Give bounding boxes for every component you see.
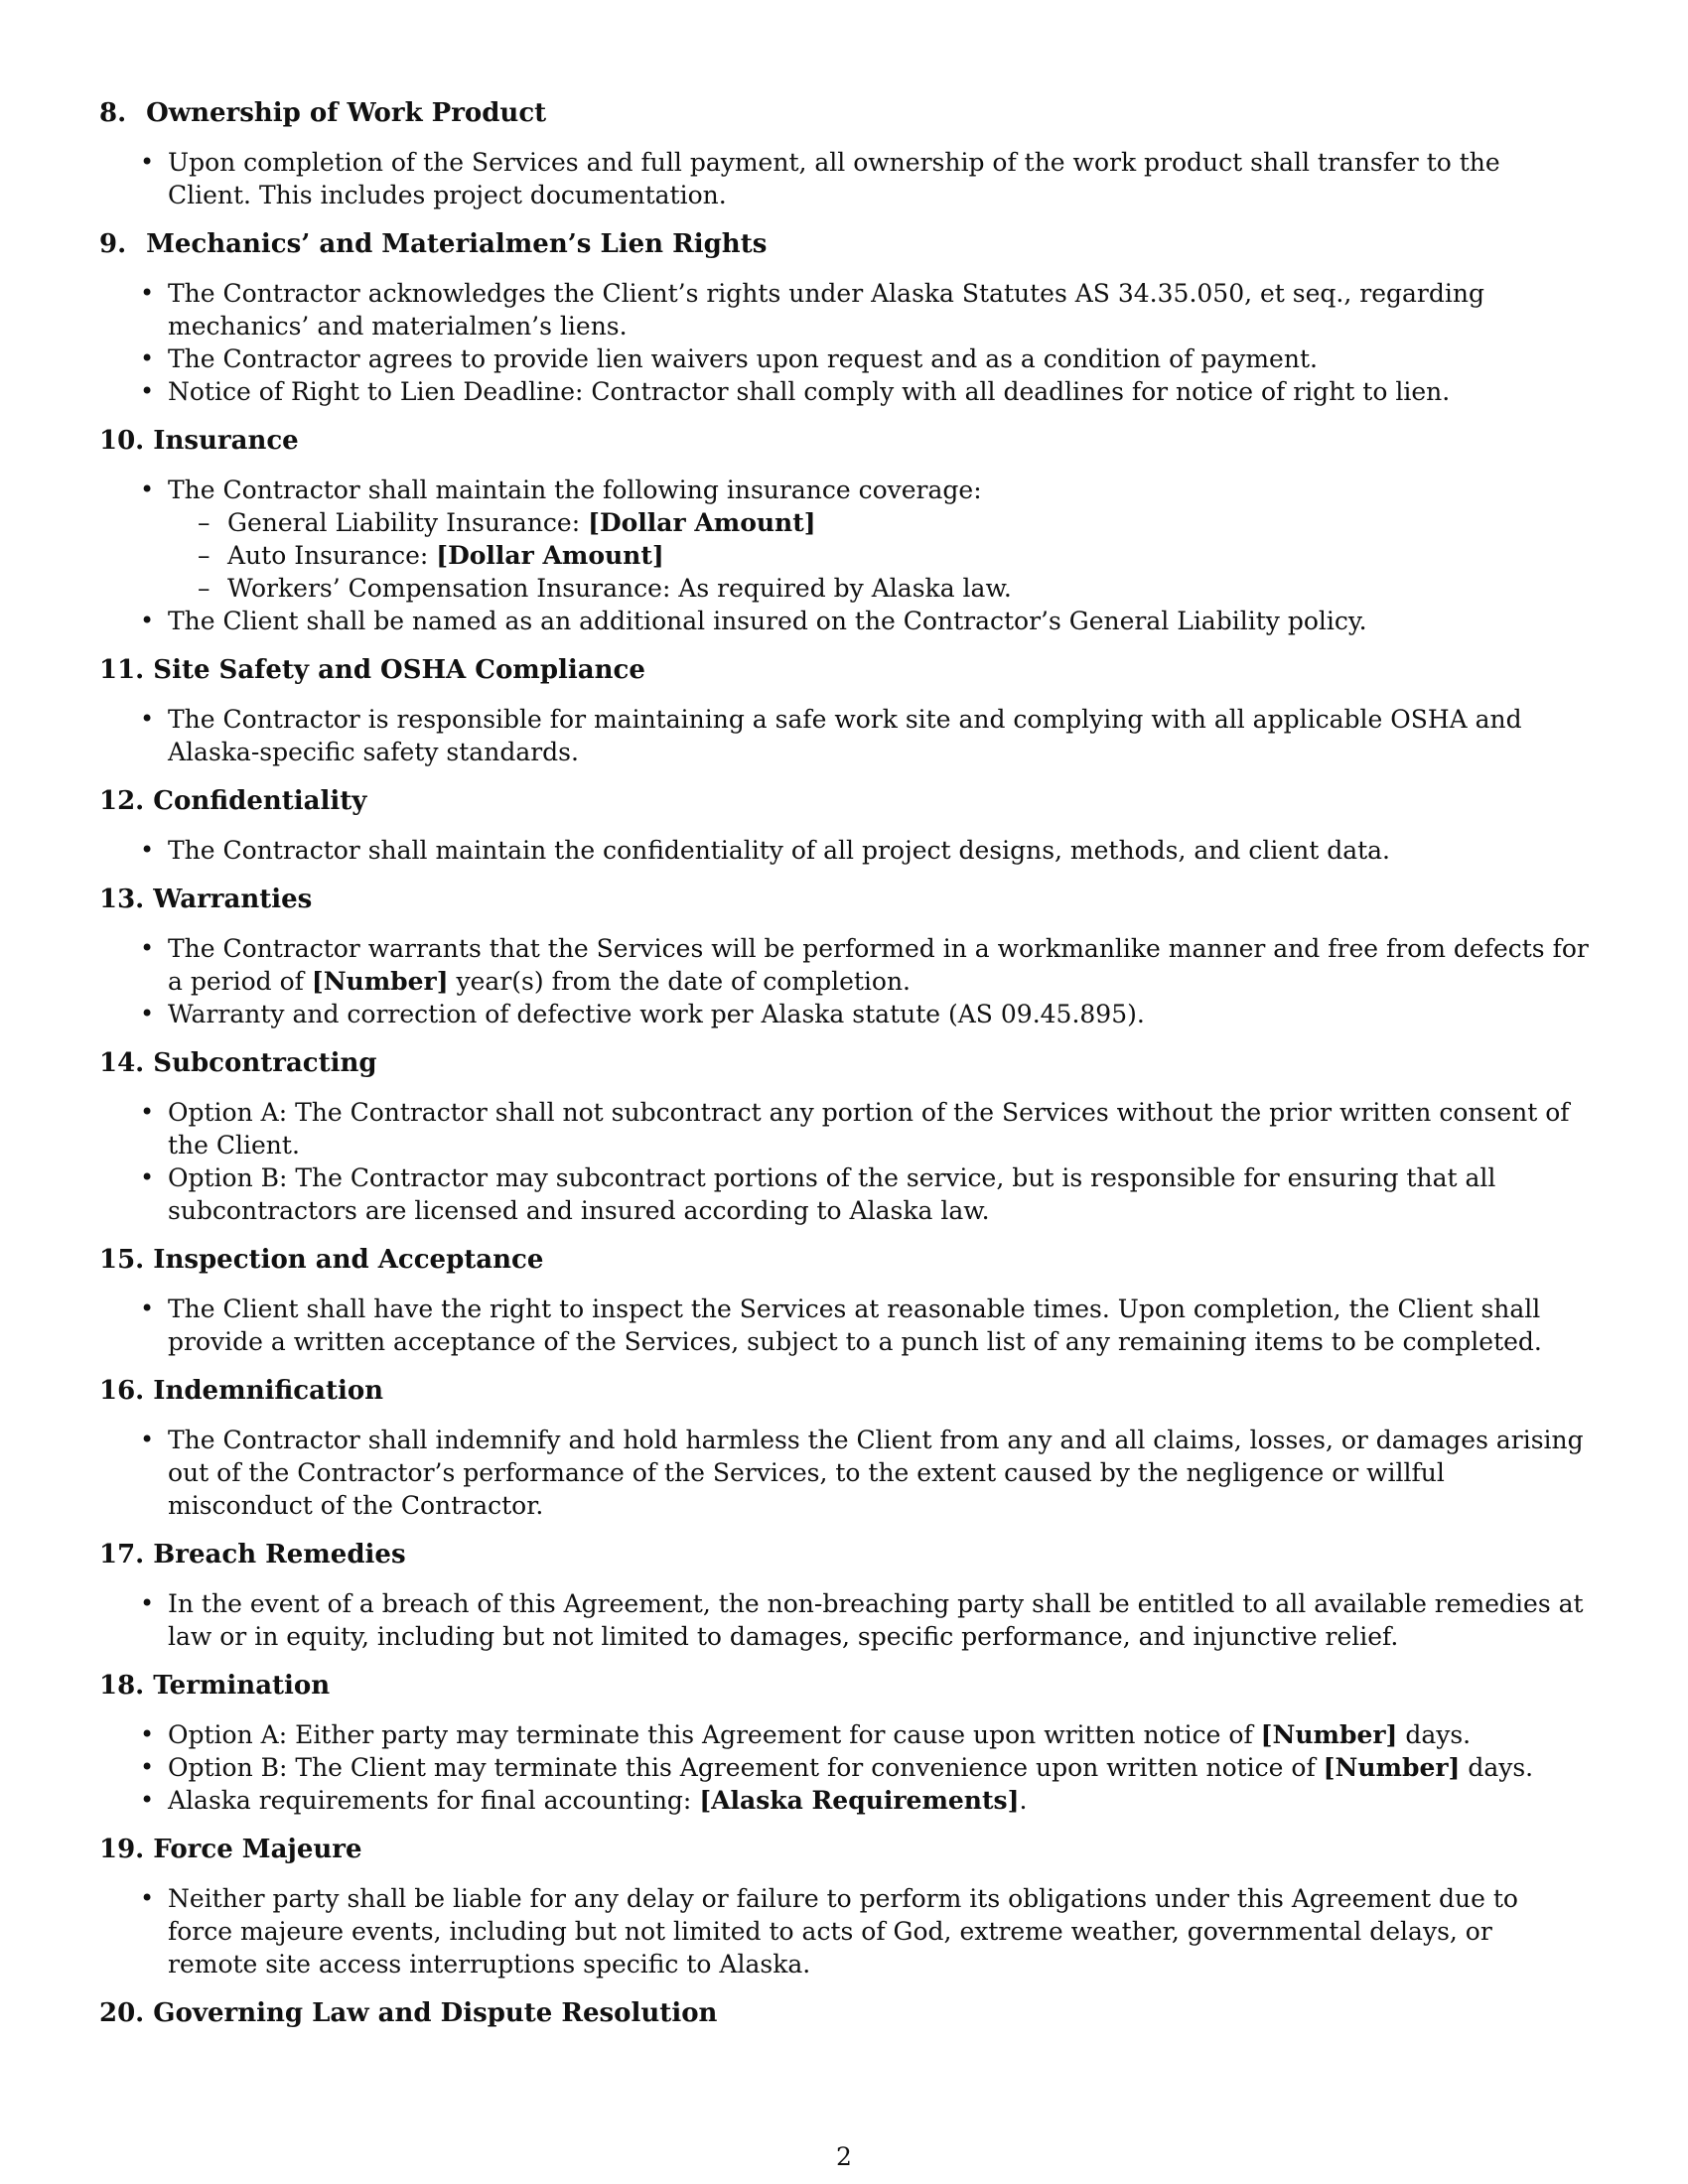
section-inspection — [99, 1244, 1589, 1358]
text-segment: year(s) from the date of completion. — [448, 967, 912, 996]
section-number: 13. — [99, 885, 145, 914]
section-ownership — [99, 97, 1589, 211]
bullet-list — [99, 146, 1589, 211]
section-title: Termination — [153, 1671, 331, 1701]
section-subcontracting — [99, 1047, 1589, 1227]
text-segment: Option A: Either party may terminate this Agreement for cause upon written notice of — [168, 1720, 1261, 1749]
list-item — [168, 474, 1589, 605]
bullet-list — [99, 1587, 1589, 1653]
coverage-label: Auto Insurance: — [227, 541, 437, 570]
text-segment: days. — [1460, 1753, 1534, 1782]
section-title: Site Safety and OSHA Compliance — [153, 655, 645, 685]
section-heading — [99, 654, 1589, 687]
coverage-item — [227, 539, 1589, 572]
section-title: Governing Law and Dispute Resolution — [153, 1998, 718, 2028]
coverage-label: Workers’ Compensation Insurance: As required by Alaska law. — [227, 574, 1012, 603]
section-indemnification — [99, 1375, 1589, 1522]
section-insurance — [99, 425, 1589, 637]
section-governing-law — [99, 1997, 1589, 2030]
text-segment: . — [1019, 1786, 1028, 1815]
list-item — [168, 1718, 1589, 1751]
section-warranties — [99, 884, 1589, 1030]
section-heading — [99, 1375, 1589, 1408]
insurance-intro: The Contractor shall maintain the following insurance coverage: — [168, 476, 982, 504]
placeholder-text: [Alaska Requirements] — [699, 1786, 1020, 1815]
list-item: • Option A: The Contractor shall not subcontract any portion of the Services without the prior written consent of the Client. — [168, 1096, 1589, 1161]
section-title: Subcontracting — [153, 1048, 377, 1078]
section-site-safety — [99, 654, 1589, 768]
section-number: 20. — [99, 1998, 145, 2028]
section-breach-remedies — [99, 1539, 1589, 1653]
section-number: 12. — [99, 786, 145, 816]
section-title: Breach Remedies — [153, 1540, 406, 1570]
section-title: Warranties — [153, 885, 313, 914]
document-body — [99, 97, 1589, 2047]
section-number: 17. — [99, 1540, 145, 1570]
bullet-list — [99, 277, 1589, 408]
placeholder-text: [Number] — [1260, 1720, 1398, 1749]
text-segment: Option B: The Client may terminate this Agreement for convenience upon written notice of — [168, 1753, 1324, 1782]
section-heading — [99, 1670, 1589, 1703]
bullet-list — [99, 834, 1589, 867]
list-item: • Upon completion of the Services and full payment, all ownership of the work product shall transfer to the Client. This includes project documentation. — [168, 146, 1589, 211]
section-number: 18. — [99, 1671, 145, 1701]
list-item: • Warranty and correction of defective work per Alaska statute (AS 09.45.895). — [168, 998, 1589, 1030]
section-heading — [99, 1539, 1589, 1571]
section-number: 10. — [99, 426, 145, 456]
section-number: 19. — [99, 1835, 145, 1864]
list-item: • Notice of Right to Lien Deadline: Contractor shall comply with all deadlines for notice of right to lien. — [168, 375, 1589, 408]
list-item: • In the event of a breach of this Agreement, the non-breaching party shall be entitled to all available remedies at law or in equity, including but not limited to damages, specific performance, and injunctive relief. — [168, 1587, 1589, 1653]
list-item: • Neither party shall be liable for any delay or failure to perform its obligations under this Agreement due to force majeure events, including but not limited to acts of God, extreme weather, governmental delays, or remote site access interruptions specific to Alaska. — [168, 1882, 1589, 1980]
placeholder-text: [Number] — [311, 967, 449, 996]
coverage-list — [168, 506, 1589, 605]
bullet-list — [99, 1882, 1589, 1980]
section-number: 9. — [99, 229, 127, 259]
section-heading — [99, 1997, 1589, 2030]
list-item: • The Contractor shall indemnify and hold harmless the Client from any and all claims, losses, or damages arising out of the Contractor’s performance of the Services, to the extent caused by the negligence or willful misconduct of the Contractor. — [168, 1424, 1589, 1522]
section-heading — [99, 1244, 1589, 1277]
section-title: Force Majeure — [153, 1835, 362, 1864]
text-segment: days. — [1397, 1720, 1472, 1749]
section-title: Inspection and Acceptance — [153, 1245, 544, 1275]
bullet-list — [99, 474, 1589, 637]
bullet-list — [99, 1718, 1589, 1817]
placeholder-text: [Number] — [1323, 1753, 1461, 1782]
list-item: • The Contractor is responsible for maintaining a safe work site and complying with all applicable OSHA and Alaska-specific safety standards. — [168, 703, 1589, 768]
section-force-majeure — [99, 1834, 1589, 1980]
section-title: Confidentiality — [153, 786, 367, 816]
section-lien-rights — [99, 228, 1589, 408]
section-heading — [99, 97, 1589, 130]
section-heading — [99, 1047, 1589, 1080]
section-number: 8. — [99, 98, 127, 128]
bullet-list — [99, 1293, 1589, 1358]
list-item — [168, 1784, 1589, 1817]
section-title: Indemnification — [153, 1376, 384, 1406]
list-item: • The Client shall have the right to inspect the Services at reasonable times. Upon completion, the Client shall provide a written acceptance of the Services, subject to a punch list of any remaining items to be completed. — [168, 1293, 1589, 1358]
bullet-list — [99, 703, 1589, 768]
placeholder-text: [Dollar Amount] — [588, 508, 816, 537]
coverage-label: General Liability Insurance: — [227, 508, 589, 537]
section-heading — [99, 884, 1589, 916]
list-item: • Option B: The Contractor may subcontract portions of the service, but is responsible for ensuring that all subcontractors are licensed and insured according to Alaska law. — [168, 1161, 1589, 1227]
section-number: 11. — [99, 655, 145, 685]
section-termination — [99, 1670, 1589, 1817]
coverage-item — [227, 506, 1589, 539]
section-number: 15. — [99, 1245, 145, 1275]
text-segment: The Contractor warrants that the Services will be performed in a workmanlike manner and free from defects for a period of — [168, 934, 1589, 996]
bullet-list — [99, 1424, 1589, 1522]
list-item — [168, 1751, 1589, 1784]
coverage-item — [227, 572, 1589, 605]
page-number: 2 — [836, 2142, 852, 2171]
bullet-list — [99, 932, 1589, 1030]
section-title: Insurance — [153, 426, 299, 456]
section-title: Mechanics’ and Materialmen’s Lien Rights — [146, 229, 768, 259]
section-heading — [99, 425, 1589, 458]
section-confidentiality — [99, 785, 1589, 867]
section-heading — [99, 785, 1589, 818]
section-number: 14. — [99, 1048, 145, 1078]
list-item — [168, 932, 1589, 998]
section-heading — [99, 1834, 1589, 1866]
section-number: 16. — [99, 1376, 145, 1406]
section-title: Ownership of Work Product — [146, 98, 547, 128]
text-segment: Alaska requirements for final accounting: — [168, 1786, 700, 1815]
bullet-list — [99, 1096, 1589, 1227]
list-item: • The Contractor shall maintain the confidentiality of all project designs, methods, and client data. — [168, 834, 1589, 867]
list-item: • The Client shall be named as an additional insured on the Contractor’s General Liability policy. — [168, 605, 1589, 637]
list-item: • The Contractor acknowledges the Client’s rights under Alaska Statutes AS 34.35.050, et seq., regarding mechanics’ and materialmen’s liens. — [168, 277, 1589, 342]
section-heading — [99, 228, 1589, 261]
list-item: • The Contractor agrees to provide lien waivers upon request and as a condition of payment. — [168, 342, 1589, 375]
placeholder-text: [Dollar Amount] — [436, 541, 664, 570]
